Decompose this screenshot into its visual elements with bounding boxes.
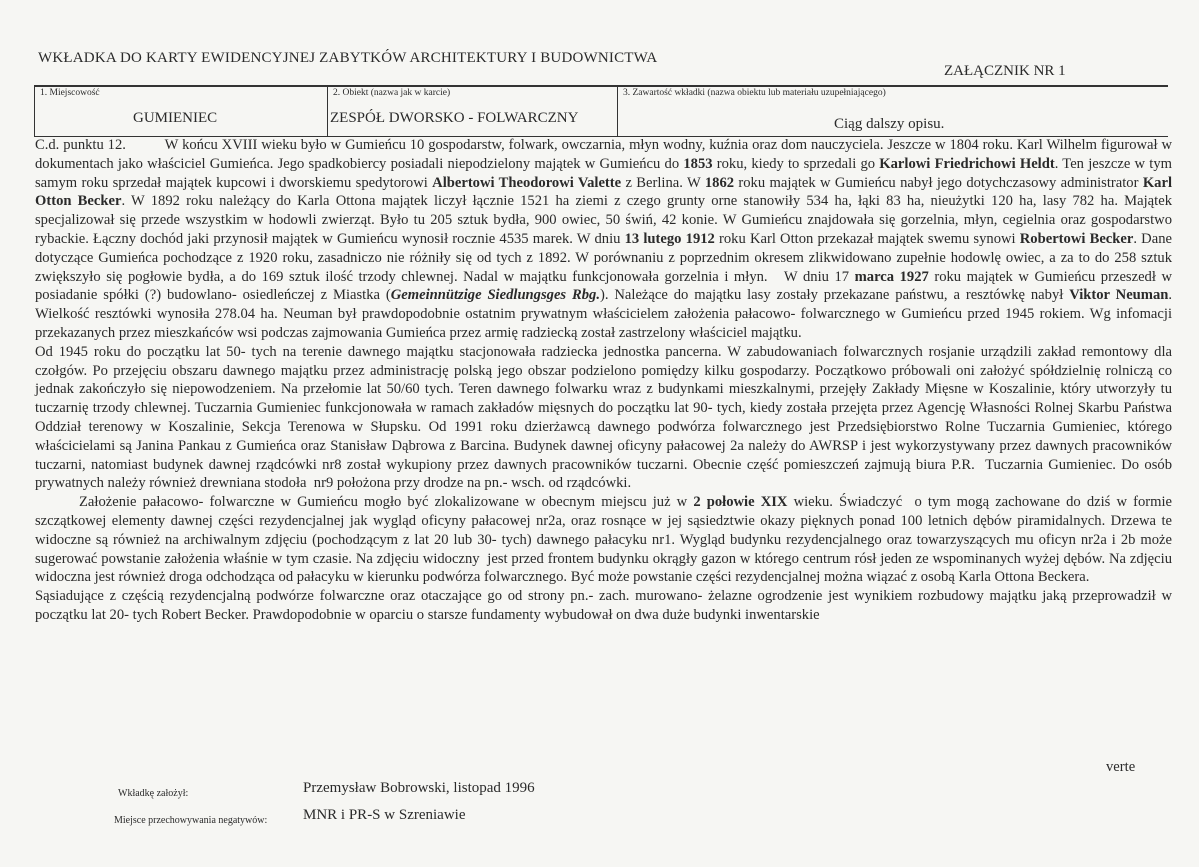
paragraph	[35, 343, 1176, 493]
text-run: 13 lutego 1912	[624, 230, 715, 247]
document-title: WKŁADKA DO KARTY EWIDENCYJNEJ ZABYTKÓW ARCHITEKTURY I BUDOWNICTWA	[38, 50, 658, 66]
text-run: roku Karl Otton przekazał majątek swemu synowi	[714, 230, 1020, 247]
text-run: . Dane dotyczące Gumieńca pochodzące z 1920 roku, zasadniczo nie różniły się od tych z 1892. W porównaniu z poprzednim okresem zlikwidowano zupełnie hodowlę owiec, a za to do 258 sztuk zwiększyło się pogłowie bydła, a do 169 sztuk ilość trzody chlewnej. Nadal w majątku funkcjonowała gorzelnia i młyn. W dniu 17	[35, 230, 1176, 285]
text-run: Viktor Neuman	[1069, 287, 1169, 304]
text-run: 1853	[683, 155, 713, 172]
storage-value: MNR i PR-S w Szreniawie	[303, 807, 466, 823]
text-run: Karl Otton Becker	[35, 174, 1176, 210]
content-box	[617, 86, 1168, 137]
text-run: roku majątek w Gumieńcu przeszedł w posiadanie spółki (?) budowlano- osiedleńczej z Miastka (	[35, 268, 1176, 304]
paragraph	[35, 136, 1176, 343]
text-run: ). Należące do majątku lasy zostały przekazane państwu, a resztówkę nabył	[599, 287, 1070, 304]
text-run: Od 1945 roku do początku lat 50- tych na terenie dawnego majątku stacjonowała radziecka jednostka pancerna. W zabudowaniach folwarcznych rosjanie urządzili zakład remontowy dla czołgów. Po przejęciu obszaru dawnego majątku przez administrację polską jego obszar podzielono pomiędzy kilku gospodarzy. Początkowo próbowali oni założyć spółdzielnię rolniczą co jednak zakończyło się niepowodzeniem. Na przełomie lat 50/60 tych. Teren dawnego folwarku wraz z budynkami mieszkalnymi, przejęły Zakłady Mięsne w Koszalinie, który utworzyły tu tuczarnię trzody chlewnej. Tuczarnia Gumieniec funkcjonowała w ramach zakładów mięsnych do początku lat 90- tych, kiedy została przejęta przez Agencję Własności Rolnej Skarbu Państwa Oddział terenowy w Koszalinie, Sekcja Terenowa w Słupsku. Od 1991 roku dzierżawcą dawnego podwórza folwarcznego jest Przedsiębiorstwo Rolne Tuczarnia Gumieniec, którego właścicielami są Janina Pankau z Gumieńca oraz Stanisław Dąbrowa z Barcina. Budynek dawnej oficyny pałacowej 2a należy do AWRSP i jest wykorzystywany przez dawnych pracowników tuczarni, natomiast budynek dawnej rządcówki nr8 został wykupiony przez dawnych pracowników tuczarni. Obecnie część pomieszczeń zajmują biura P.R. Tuczarnia Gumieniec. Do osób prywatnych należy również drewniana stodoła nr9 położona przy drodze na pn.- wsch. od rządcówki.	[35, 343, 1176, 492]
text-run: Gemeinnützige Siedlungsges Rbg.	[390, 287, 600, 304]
locality-label: 1. Miejscowość	[40, 88, 100, 98]
text-run: roku, kiedy to sprzedali go	[712, 155, 880, 172]
author-label: Wkładkę założył:	[118, 788, 189, 799]
content-label: 3. Zawartość wkładki (nazwa obiektu lub materiału uzupełniającego)	[623, 88, 886, 98]
author-value: Przemysław Bobrowski, listopad 1996	[303, 780, 535, 796]
storage-label: Miejsce przechowywania negatywów:	[114, 815, 268, 826]
text-run: Albertowi Theodorowi Valette	[432, 174, 622, 191]
locality-box	[34, 86, 327, 137]
text-run: Karlowi Friedrichowi Heldt	[879, 155, 1055, 172]
text-run: 2 połowie XIX	[693, 494, 788, 511]
text-run: . Ten jeszcze w tym samym roku sprzedał majątek kupcowi i dworskiemu spedytorowi	[35, 155, 1176, 191]
locality-value: GUMIENIEC	[133, 110, 218, 126]
content-value: Ciąg dalszy opisu.	[834, 116, 945, 132]
text-run: C.d. punktu 12. W końcu XVIII wieku było w Gumieńcu 10 gospodarstw, folwark, owczarnia, młyn wodny, kuźnia oraz dom nauczyciela. Jeszcze w 1804 roku. Karl Wilhelm figurował w dokumentach jako właściciel Gumieńca. Jego spadkobiercy posiadali niepodzielony majątek w Gumieńcu do	[35, 137, 1176, 172]
text-run: . Wielkość resztówki wynosiła 278.04 ha. Neuman był prawdopodobnie ostatnim prywatnym właścicielem założenia pałacowo- folwarcznego w Gumieńcu przed 1945 rokiem. Wg infomacji przekazanych przez mieszkańców wsi podczas zajmowania Gumieńca przez armię radziecką został zastrzelony właściciel majątku.	[35, 287, 1176, 341]
text-run: Założenie pałacowo- folwarczne w Gumieńcu mogło być zlokalizowane w obecnym miejscu już w	[79, 494, 694, 511]
paragraph	[35, 493, 1176, 587]
text-run: . W 1892 roku należący do Karla Ottona majątek liczył łącznie 1521 ha ziemi z czego grunty orne stanowiły 534 ha, łąki 83 ha, nieużytki 120 ha, lasy 782 ha. Majątek specjalizował się przede wszystkim w hodowli zwierząt. Było tu 205 sztuk bydła, 900 owiec, 50 świń, 42 konie. W Gumieńcu znajdowała się gorzelnia, młyn, cegielnia oraz gospodarstwo rybackie. Łączny dochód jaki przynosił majątek w Gumieńcu wynosił rocznie 4535 marek. W dniu	[35, 193, 1176, 247]
text-run: marca 1927	[854, 268, 929, 285]
text-run: roku majątek w Gumieńcu nabył jego dotychczasowy administrator	[734, 174, 1143, 191]
text-run: 1862	[704, 174, 735, 191]
description-body	[35, 136, 1176, 625]
verte-note: verte	[1106, 759, 1136, 775]
text-run: Robertowi Becker	[1019, 230, 1134, 247]
object-box	[327, 86, 617, 137]
annex-number: ZAŁĄCZNIK NR 1	[944, 63, 1066, 79]
object-value: ZESPÓŁ DWORSKO - FOLWARCZNY	[330, 110, 579, 126]
paragraph	[35, 587, 1176, 625]
text-run: wieku. Świadczyć o tym mogą zachowane do dziś w formie szczątkowej elementy dawnej części rezydencjalnej jak wygląd oficyny pałacowej nr2a, oraz rosnące w jej sąsiedztwie okazy pięknych ponad 100 letnich dębów piramidalnych. Drzewa te widoczne są również na archiwalnym zdjęciu (pochodzącym z lat 20 lub 30- tych) dawnego pałacyku nr1. Wygląd budynku rezydencjalnego oraz towarzyszących mu oficyn nr2a i 2b może sugerować powstanie założenia właśnie w tym czasie. Na zdjęciu widoczny jest przed frontem budynku okrągły gazon w którego centrum rósł jeden ze wspominanych wyżej dębów. Na zdjęciu widoczna jest również droga odchodząca od pałacyku w kierunku podwórza folwarcznego. Być może powstanie części rezydencjalnej można wiązać z osobą Karla Ottona Beckera.	[35, 494, 1176, 586]
text-run: Sąsiadujące z częścią rezydencjalną podwórze folwarczne oraz otaczające go od strony pn.- zach. murowano- żelazne ogrodzenie jest wynikiem rozbudowy majątku jaką przeprowadził w początku lat 20- tych Robert Becker. Prawdopodobnie w oparciu o starsze fundamenty wybudował on dwa duże budynki inwentarskie	[35, 588, 1176, 623]
object-label: 2. Obiekt (nazwa jak w karcie)	[333, 88, 451, 98]
text-run: z Berlina. W	[621, 174, 705, 191]
